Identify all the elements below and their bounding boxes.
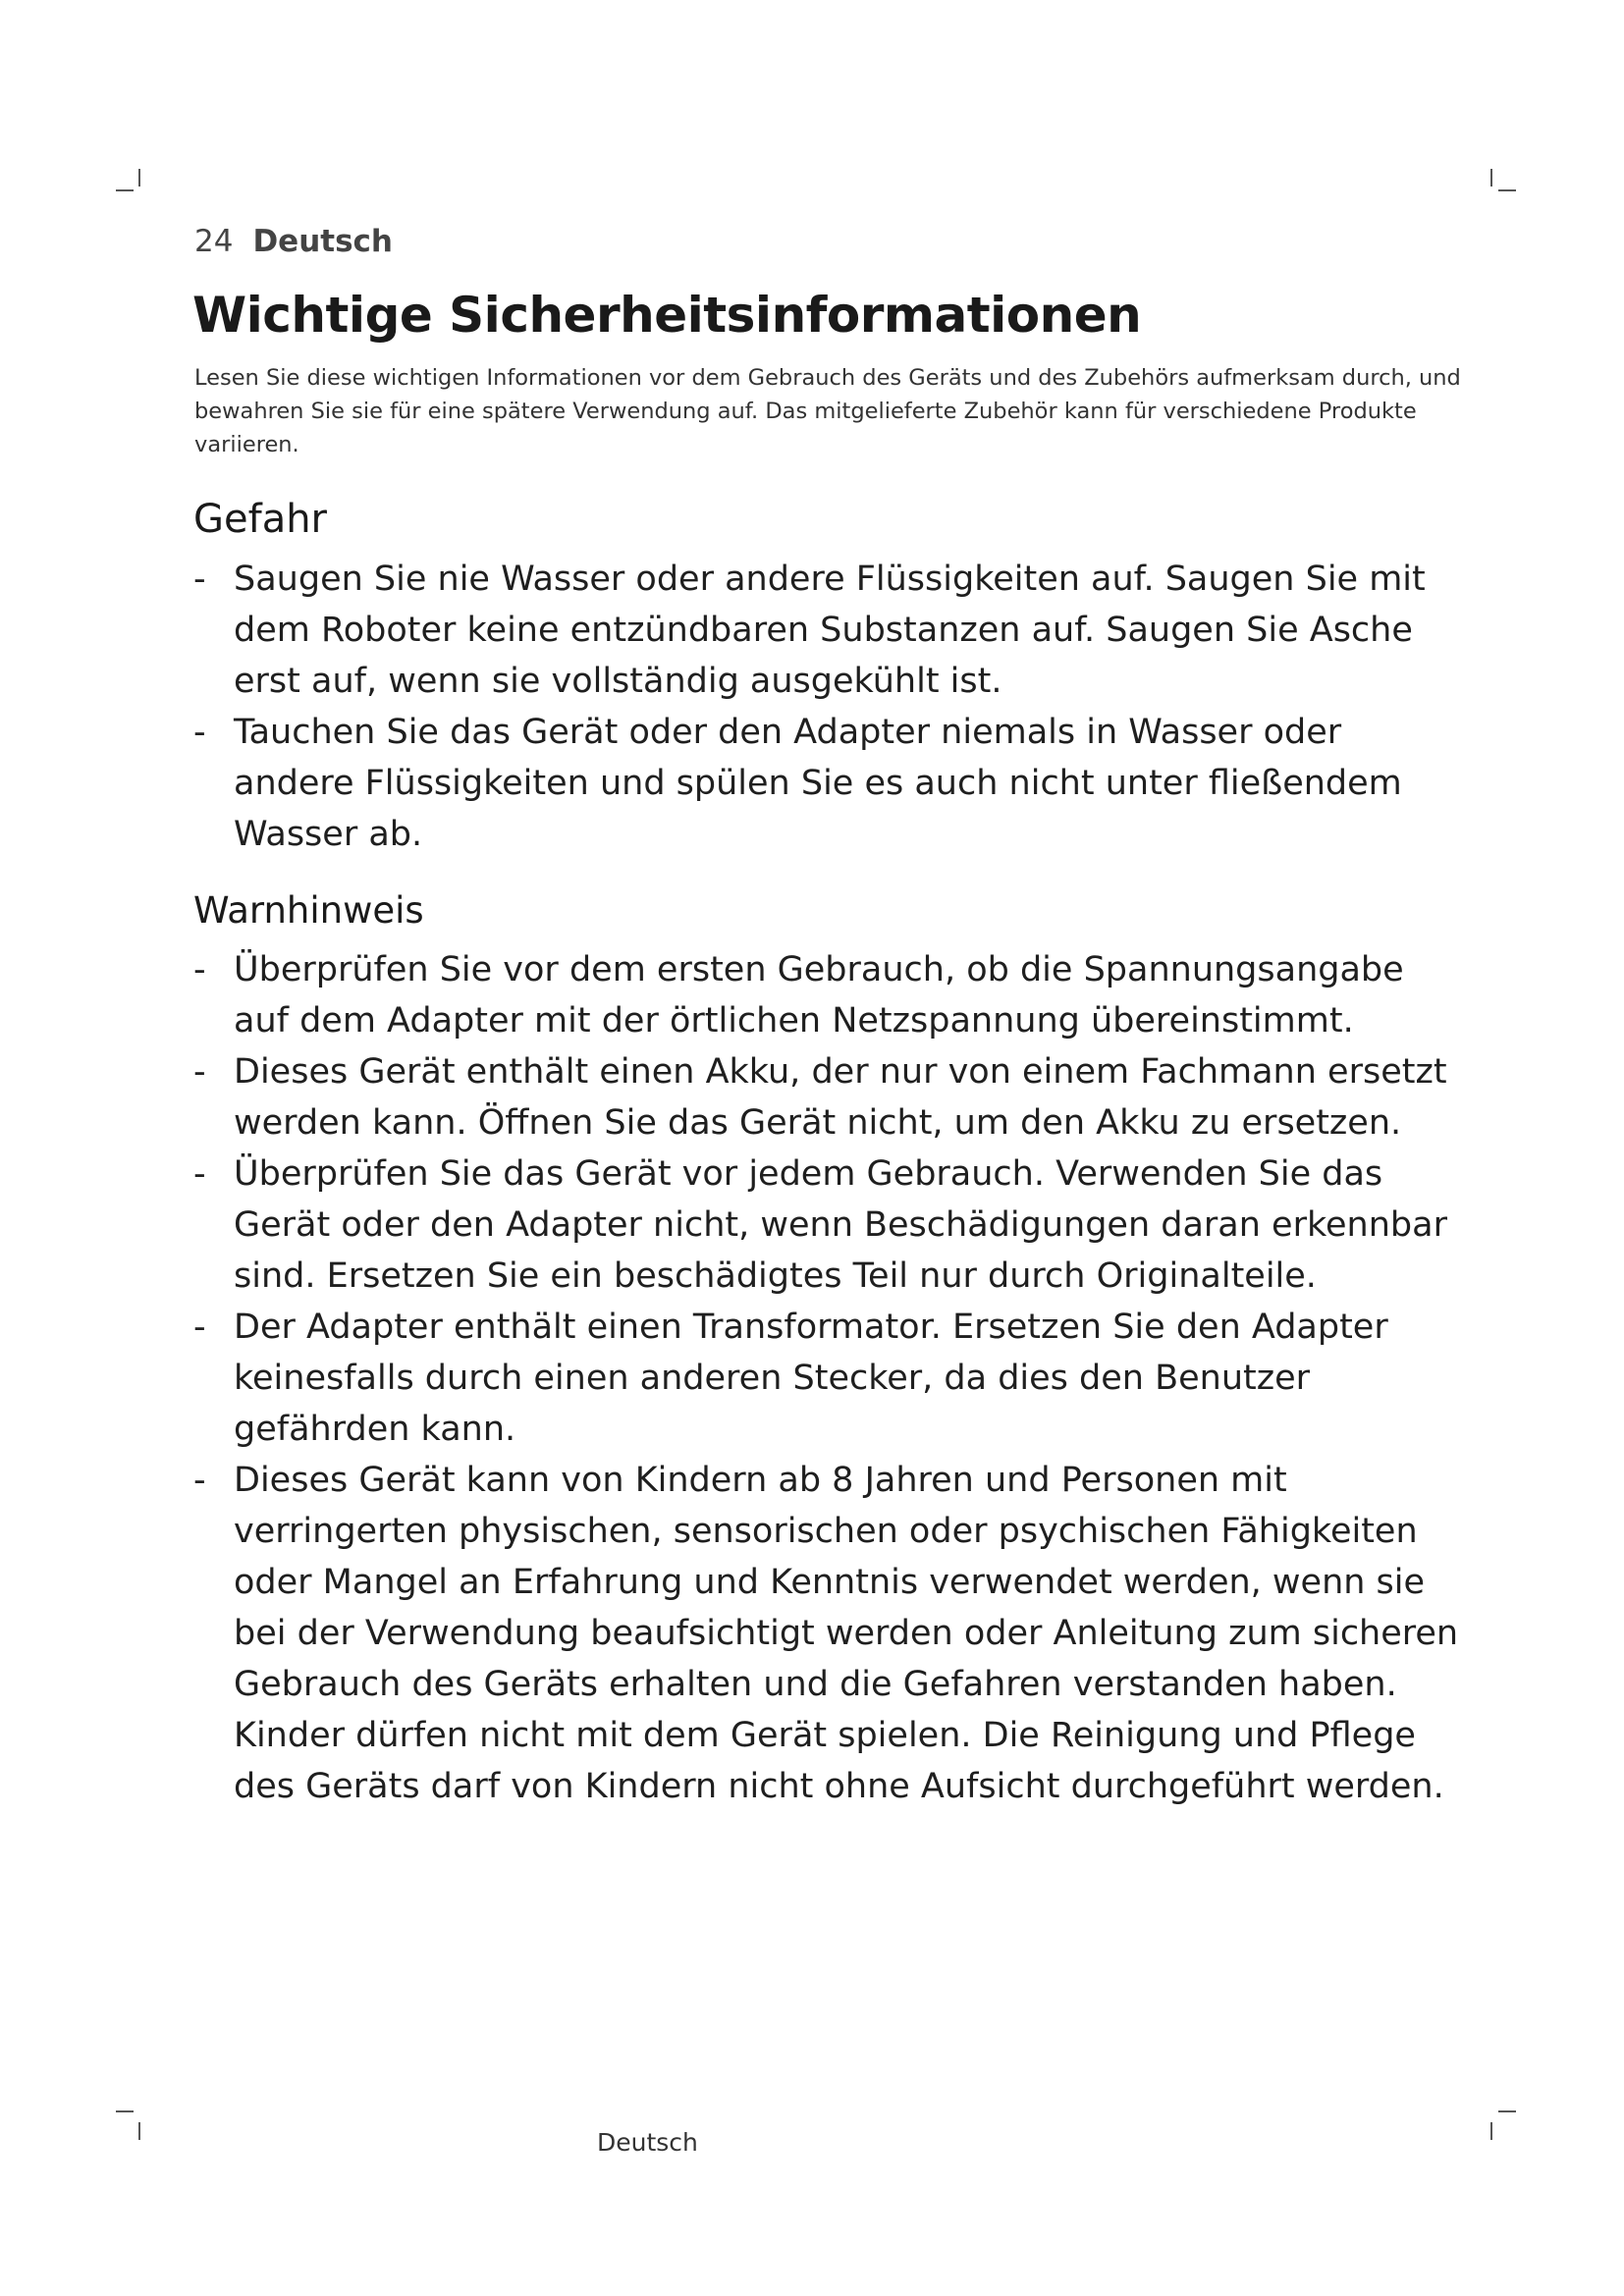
list-item bbox=[193, 1302, 1460, 1455]
section-heading-warnhinweis: Warnhinweis bbox=[193, 889, 424, 932]
list-item-text: Überprüfen Sie das Gerät vor jedem Gebrauch. Verwenden Sie das Gerät oder den Adapter nicht, wenn Beschädigungen daran erkennbar sind. Ersetzen Sie ein beschädigtes Teil nur durch Originalteile. bbox=[234, 1154, 1447, 1296]
list-item bbox=[193, 554, 1460, 707]
list-item-text: Überprüfen Sie vor dem ersten Gebrauch, ob die Spannungsangabe auf dem Adapter mit der örtlichen Netzspannung übereinstimmt. bbox=[234, 950, 1404, 1041]
list-item bbox=[193, 1148, 1460, 1302]
bullet-dash: - bbox=[193, 1308, 206, 1347]
bullet-dash: - bbox=[193, 1154, 206, 1194]
crop-mark-bottom-left-v bbox=[138, 2122, 140, 2140]
list-item-text: Dieses Gerät enthält einen Akku, der nur von einem Fachmann ersetzt werden kann. Öffnen Sie das Gerät nicht, um den Akku zu ersetzen. bbox=[234, 1052, 1447, 1143]
list-item-text: Saugen Sie nie Wasser oder andere Flüssigkeiten auf. Saugen Sie mit dem Roboter keine entzündbaren Substanzen auf. Saugen Sie Asche erst auf, wenn sie vollständig ausgekühlt ist. bbox=[234, 560, 1426, 701]
bullet-dash: - bbox=[193, 560, 206, 599]
list-item-text: Der Adapter enthält einen Transformator. Ersetzen Sie den Adapter keinesfalls durch einen anderen Stecker, da dies den Benutzer gefährden kann. bbox=[234, 1308, 1388, 1449]
crop-mark-bottom-right-h bbox=[1498, 2110, 1516, 2112]
page-number: 24 bbox=[194, 224, 234, 259]
list-item bbox=[193, 944, 1460, 1046]
section-heading-gefahr: Gefahr bbox=[193, 497, 327, 542]
bullet-dash: - bbox=[193, 713, 206, 752]
list-item-text: Tauchen Sie das Gerät oder den Adapter niemals in Wasser oder andere Flüssigkeiten und spülen Sie es auch nicht unter fließendem Wasser ab. bbox=[234, 713, 1402, 854]
crop-mark-top-left-v bbox=[138, 169, 140, 187]
header-language: Deutsch bbox=[252, 224, 393, 259]
list-item bbox=[193, 707, 1460, 860]
bullet-dash: - bbox=[193, 1461, 206, 1500]
crop-mark-bottom-right-v bbox=[1490, 2122, 1492, 2140]
warnhinweis-list bbox=[193, 944, 1460, 1812]
crop-mark-top-right-v bbox=[1490, 169, 1492, 187]
page-title: Wichtige Sicherheitsinformationen bbox=[192, 287, 1142, 344]
intro-paragraph: Lesen Sie diese wichtigen Informationen vor dem Gebrauch des Geräts und des Zubehörs aufmerksam durch, und bewahren Sie sie für eine spätere Verwendung auf. Das mitgelieferte Zubehör kann für verschiedene Produkte variieren. bbox=[194, 365, 1461, 457]
page-footer: Deutsch bbox=[597, 2128, 698, 2157]
bullet-dash: - bbox=[193, 950, 206, 989]
list-item-text: Dieses Gerät kann von Kindern ab 8 Jahren und Personen mit verringerten physischen, sensorischen oder psychischen Fähigkeiten oder Mangel an Erfahrung und Kenntnis verwendet werden, wenn sie bei der Verwendung beaufsichtigt werden oder Anleitung zum sicheren Gebrauch des Geräts erhalten und die Gefahren verstanden haben. Kinder dürfen nicht mit dem Gerät spielen. Die Reinigung und Pflege des Geräts darf von Kindern nicht ohne Aufsicht durchgeführt werden. bbox=[234, 1461, 1459, 1806]
list-item bbox=[193, 1455, 1460, 1812]
gefahr-list bbox=[193, 554, 1460, 860]
bullet-dash: - bbox=[193, 1052, 206, 1092]
crop-mark-top-left-h bbox=[116, 189, 134, 191]
page-header bbox=[194, 224, 393, 259]
crop-mark-bottom-left-h bbox=[116, 2110, 134, 2112]
list-item bbox=[193, 1046, 1460, 1148]
crop-mark-top-right-h bbox=[1498, 189, 1516, 191]
